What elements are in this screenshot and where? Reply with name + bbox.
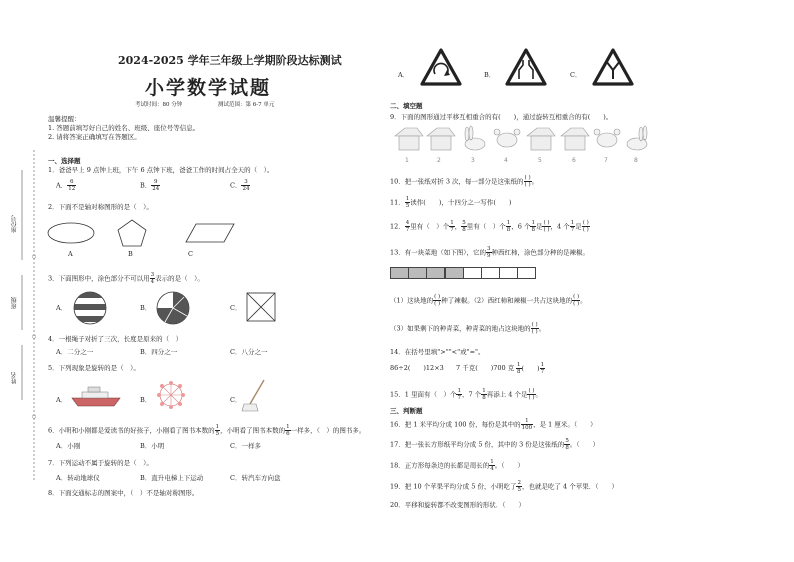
house-icon-2 bbox=[427, 128, 455, 150]
fig-num-2: 2 bbox=[437, 157, 441, 164]
q17-text: 17．把一张长方形纸平均分成 5 份，其中的 3 份是这张纸的 $\frac{5}{8}$ 。（ ） bbox=[390, 438, 600, 451]
q14-c: $\frac{1}{8}$ ( ) $\frac{1}{7}$ bbox=[517, 362, 545, 375]
fig-num-5: 5 bbox=[538, 157, 542, 164]
mop-icon bbox=[240, 378, 270, 414]
tips-line-2: 2. 请将答案正确填写在答题区。 bbox=[48, 133, 141, 141]
house-icon-6 bbox=[561, 128, 589, 150]
q6-option-a: A．小刚 bbox=[56, 442, 81, 450]
q6-option-b: B．小明 bbox=[140, 442, 165, 450]
q19-text: 19．把 10 个苹果平均分成 5 份，小明吃了 $\frac{2}{5}$ ，也就是吃了 4 个苹果．（ ） bbox=[390, 480, 618, 493]
crab-icon-7 bbox=[594, 129, 620, 147]
q4-option-a: A．二分之一 bbox=[56, 348, 94, 356]
q1-option-c: C． $\frac{3}{24}$ bbox=[230, 179, 250, 192]
q14-a: 86÷2( )12×3 bbox=[390, 364, 444, 372]
pentagon-shape bbox=[118, 220, 146, 246]
q5-text: 5．下列现象是旋转的是（ ）。 bbox=[48, 364, 140, 372]
q8-text: 8．下面交通标志的图案中，（ ）不是轴对称图形。 bbox=[48, 489, 199, 497]
q9-figures bbox=[393, 124, 653, 166]
q16-text: 16．把 1 米平均分成 100 份，每份是其中的 $\frac{1}{100}$ ，是 1 厘米。（ ） bbox=[390, 418, 597, 431]
rabbit-icon-8 bbox=[627, 126, 647, 150]
q7-text: 7．下列运动不属于旋转的是（ ）。 bbox=[48, 459, 153, 467]
svg-text:○: ○ bbox=[32, 254, 37, 260]
q14-b: 7 千克( )700 克 bbox=[456, 364, 515, 372]
q3-striped-circle bbox=[72, 290, 108, 326]
q10-text: 10．把一张纸对折 3 次，每一部分是这张纸的 $\frac{( )}{( )}$ 。 bbox=[390, 175, 539, 188]
q5-option-a: A． bbox=[56, 396, 68, 404]
q3-pie-circle bbox=[155, 290, 191, 326]
q5-option-b: B． bbox=[140, 396, 152, 404]
q13-field-grid bbox=[390, 264, 536, 283]
exam-title: 2024-2025 学年三年级上学期阶段达标测试 bbox=[118, 54, 342, 67]
q3-square-diagonals bbox=[246, 292, 276, 322]
q1-option-b: B． $\frac{9}{24}$ bbox=[140, 179, 160, 192]
q4-option-b: B．四分之一 bbox=[140, 348, 178, 356]
tips-head: 温馨提醒： bbox=[48, 115, 81, 123]
exam-time: 考试时间：80 分钟 bbox=[135, 102, 183, 108]
exam-subtitle: 小学数学试题 bbox=[145, 77, 272, 99]
crab-icon-4 bbox=[494, 129, 520, 147]
roundabout-sign-icon bbox=[420, 48, 462, 86]
q13-part-1: （1）这块地的 $\frac{( )}{( )}$ 种了辣椒。（2）西红柿和辣椒一共占这块地的 $\frac{( )}{( )}$ 。 bbox=[390, 294, 587, 307]
q3-option-b: B． bbox=[140, 304, 152, 312]
q3-option-a: A． bbox=[56, 304, 68, 312]
class-label: 班级 bbox=[11, 297, 18, 309]
q6-option-c: C．一样多 bbox=[230, 442, 261, 450]
q7-option-a: A．转动地球仪 bbox=[56, 474, 100, 482]
fig-num-1: 1 bbox=[405, 157, 409, 164]
house-icon-1 bbox=[395, 128, 423, 150]
q18-text: 18．正方形每条边的长都是周长的 $\frac{1}{4}$ 。（ ） bbox=[390, 459, 525, 472]
sign-label-a: A． bbox=[398, 71, 410, 79]
q14-text: 14．在括号里填">""<"或"="。 bbox=[390, 348, 485, 356]
q15-text: 15．1 里面有（ ）个 $\frac{1}{7}$ ，7 个 $\frac{1}{8}$ 再添上 4 个是 $\frac{( )}{( )}$ 。 bbox=[390, 388, 543, 401]
q2-label-a: A bbox=[68, 250, 73, 258]
fig-num-3: 3 bbox=[471, 157, 475, 164]
svg-text:○: ○ bbox=[32, 334, 37, 340]
q7-option-b: B．直升电梯上下运动 bbox=[140, 474, 204, 482]
q6-text: 6．小明和小刚都是爱读书的好孩子，小刚看了图书本数的 $\frac{1}{5}$ ，小明看了图书本数的 $\frac{1}{6}$ 一样多，（ ）的图书多。 bbox=[48, 424, 366, 437]
fig-num-4: 4 bbox=[504, 157, 508, 164]
q2-shapes bbox=[46, 218, 286, 254]
parallelogram-shape bbox=[186, 224, 234, 242]
ellipse-shape bbox=[48, 223, 94, 243]
ship-icon bbox=[70, 384, 122, 408]
q4-text: 4．一根绳子对折了三次，长度是原来的（ ） bbox=[48, 335, 183, 343]
y-junction-sign-icon bbox=[592, 48, 634, 86]
q9-text: 9．下面的图形通过平移互相重合的有( )，通过旋转互相重合的有( )。 bbox=[390, 113, 613, 121]
q12-text: 12． $\frac{4}{7}$ 里有（ ）个 $\frac{1}{7}$ ， $\frac{5}{8}$ 里有（ ）个 $\frac{1}{8}$ ，6 个 $\frac{1}{8}$ 是 $\frac{( )}{( )}$ ，4 个 $\frac{1}{7}$ 是 $\frac{( )}{( )}$ bbox=[390, 220, 589, 233]
sign-label-c: C． bbox=[570, 71, 582, 79]
tips-line-1: 1. 答题前填写好自己的姓名、班级、座位号等信息。 bbox=[48, 124, 200, 132]
q1-text: 1．爸爸早上 9 点钟上班，下午 6 点钟下班，爸爸工作的时间占全天的（ ）。 bbox=[48, 166, 274, 174]
q5-option-c: C． bbox=[230, 396, 242, 404]
svg-text:○: ○ bbox=[32, 414, 37, 420]
name-label: 姓名 bbox=[11, 372, 18, 384]
house-icon-5 bbox=[527, 128, 555, 150]
fig-num-7: 7 bbox=[604, 157, 608, 164]
fig-num-8: 8 bbox=[634, 157, 638, 164]
section-1-head: 一、选择题 bbox=[48, 157, 81, 165]
q4-option-c: C．八分之一 bbox=[230, 348, 268, 356]
q2-label-b: B bbox=[128, 250, 133, 258]
q1-option-a: A． $\frac{6}{12}$ bbox=[56, 179, 76, 192]
q2-text: 2．下面不是轴对称图形的是（ ）。 bbox=[48, 203, 153, 211]
q3-option-c: C． bbox=[230, 304, 242, 312]
q13-text: 13．有一块菜地（如下图），它的 $\frac{3}{9}$ 种西红柿，涂色部分种的是辣椒。 bbox=[390, 246, 590, 259]
fig-num-6: 6 bbox=[572, 157, 576, 164]
q20-text: 20．平移和旋转都不改变图形的形状．（ ） bbox=[390, 501, 526, 509]
ferris-wheel-icon bbox=[156, 380, 186, 410]
q7-option-c: C．转汽车方向盘 bbox=[230, 474, 281, 482]
sign-label-b: B． bbox=[484, 71, 496, 79]
section-2-head: 二、填空题 bbox=[390, 102, 423, 110]
rabbit-icon-3 bbox=[465, 126, 485, 150]
q2-label-c: C bbox=[188, 250, 193, 258]
exam-scope: 测试范围：第 6-7 单元 bbox=[218, 102, 275, 108]
seat-label: 座位号 bbox=[11, 215, 18, 233]
q3-text: 3．下面图形中，涂色部分不可以用 $\frac{3}{4}$ 表示的是（ ）。 bbox=[48, 272, 204, 285]
q13-part-3: （3）如果剩下的种青菜，种青菜的地占这块地的 $\frac{( )}{( )}$ 。 bbox=[390, 322, 546, 335]
binding-strip bbox=[0, 0, 40, 562]
binding-lines bbox=[0, 0, 40, 562]
q11-text: 11． $\frac{1}{5}$ 读作( )，十四分之一写作( ) bbox=[390, 196, 512, 209]
narrow-road-sign-icon bbox=[505, 48, 547, 86]
section-3-head: 三、判断题 bbox=[390, 407, 423, 415]
